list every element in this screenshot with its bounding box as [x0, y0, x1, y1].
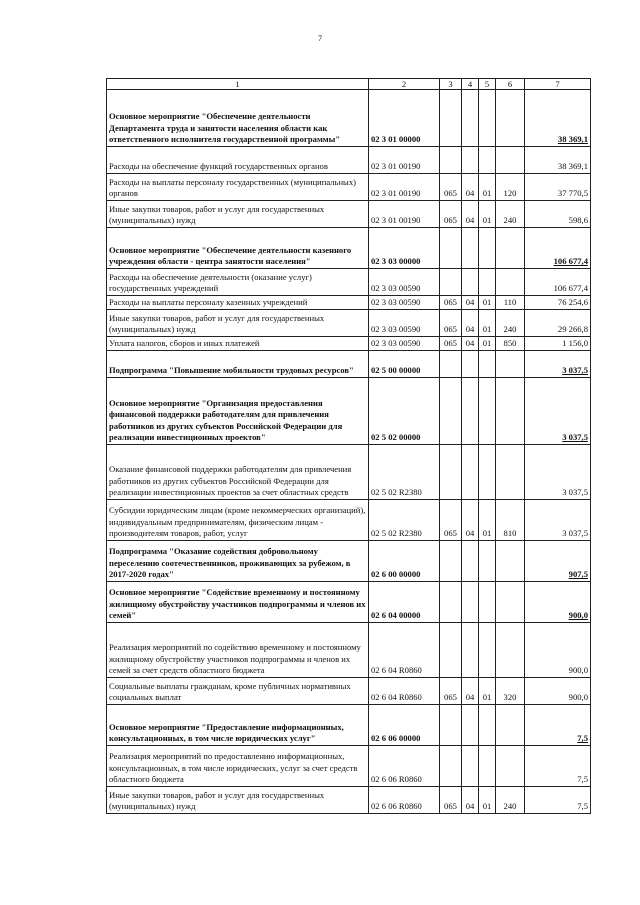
- row-col3: [440, 445, 462, 500]
- table-row: [107, 746, 591, 787]
- row-col5: [479, 90, 496, 147]
- row-amount: 106 677,4: [525, 269, 591, 296]
- row-amount: 76 254,6: [525, 296, 591, 310]
- row-name: Иные закупки товаров, работ и услуг для государственных (муниципальных) нужд: [107, 201, 369, 228]
- row-col3: 065: [440, 296, 462, 310]
- row-col6: [496, 351, 525, 378]
- row-name: Реализация мероприятий по предоставлению информационных, консультационных, в том числе юридических, услуг за счет средств областного бюджета: [107, 746, 369, 787]
- row-col4: 04: [462, 201, 479, 228]
- table-row: [107, 378, 591, 445]
- row-code: 02 6 04 R0860: [369, 623, 440, 678]
- row-col5: 01: [479, 678, 496, 705]
- row-name: Расходы на обеспечение деятельности (оказание услуг) государственных учреждений: [107, 269, 369, 296]
- row-code: 02 6 06 00000: [369, 705, 440, 746]
- row-code: 02 3 03 00590: [369, 269, 440, 296]
- row-amount: 37 770,5: [525, 174, 591, 201]
- table-row: [107, 500, 591, 541]
- row-col5: [479, 623, 496, 678]
- header-cell-7: 7: [525, 79, 591, 90]
- table-row: [107, 582, 591, 623]
- row-col4: [462, 269, 479, 296]
- row-amount: 598,6: [525, 201, 591, 228]
- row-col3: 065: [440, 787, 462, 814]
- row-amount: 38 369,1: [525, 147, 591, 174]
- row-col5: 01: [479, 337, 496, 351]
- row-col5: [479, 378, 496, 445]
- row-col4: 04: [462, 296, 479, 310]
- row-code: 02 3 01 00190: [369, 174, 440, 201]
- row-col3: 065: [440, 310, 462, 337]
- row-col6: 120: [496, 174, 525, 201]
- row-code: 02 3 03 00000: [369, 228, 440, 269]
- row-amount: 38 369,1: [525, 90, 591, 147]
- row-col3: 065: [440, 337, 462, 351]
- header-cell-2: 2: [369, 79, 440, 90]
- row-code: 02 3 01 00190: [369, 201, 440, 228]
- header-cell-3: 3: [440, 79, 462, 90]
- header-cell-6: 6: [496, 79, 525, 90]
- row-amount: 7,5: [525, 787, 591, 814]
- row-col4: [462, 147, 479, 174]
- row-col6: 810: [496, 500, 525, 541]
- row-code: 02 6 06 R0860: [369, 746, 440, 787]
- row-col4: [462, 541, 479, 582]
- row-col4: 04: [462, 678, 479, 705]
- row-code: 02 3 03 00590: [369, 296, 440, 310]
- table-row: [107, 678, 591, 705]
- row-col6: [496, 445, 525, 500]
- row-col6: [496, 90, 525, 147]
- row-col5: [479, 582, 496, 623]
- row-col6: 110: [496, 296, 525, 310]
- row-col6: [496, 541, 525, 582]
- row-code: 02 5 02 R2380: [369, 445, 440, 500]
- row-col5: [479, 351, 496, 378]
- row-amount: 3 037,5: [525, 500, 591, 541]
- row-col4: [462, 705, 479, 746]
- scan-dot: ·: [104, 787, 107, 796]
- table-body: [107, 79, 591, 814]
- header-cell-1: 1: [107, 79, 369, 90]
- row-name: Подпрограмма "Оказание содействия добровольному переселению соотечественников, проживающих за рубежом, в 2017-2020 годах": [107, 541, 369, 582]
- row-code: 02 6 04 R0860: [369, 678, 440, 705]
- table-row: [107, 337, 591, 351]
- table-row: [107, 90, 591, 147]
- row-name: Расходы на выплаты персоналу казенных учреждений: [107, 296, 369, 310]
- row-amount: 29 266,8: [525, 310, 591, 337]
- row-amount: 900,0: [525, 678, 591, 705]
- table-row: [107, 296, 591, 310]
- page-number: 7: [318, 34, 322, 43]
- table-row: [107, 445, 591, 500]
- row-col6: [496, 378, 525, 445]
- row-name: Иные закупки товаров, работ и услуг для государственных (муниципальных) нужд: [107, 787, 369, 814]
- row-col4: 04: [462, 787, 479, 814]
- row-name: Иные закупки товаров, работ и услуг для государственных (муниципальных) нужд: [107, 310, 369, 337]
- row-col6: 320: [496, 678, 525, 705]
- table-row: [107, 174, 591, 201]
- row-code: 02 3 03 00590: [369, 337, 440, 351]
- row-amount: 3 037,5: [525, 351, 591, 378]
- table-row: [107, 310, 591, 337]
- row-col5: [479, 269, 496, 296]
- row-name: Оказание финансовой поддержки работодателям для привлечения работников из других субъектов Российской Федерации для реализации инвестиционных проектов за счет областных средств: [107, 445, 369, 500]
- row-col4: 04: [462, 500, 479, 541]
- table-row: [107, 147, 591, 174]
- row-col4: [462, 582, 479, 623]
- row-col5: 01: [479, 174, 496, 201]
- row-code: 02 3 03 00590: [369, 310, 440, 337]
- row-col4: [462, 746, 479, 787]
- row-name: Субсидии юридическим лицам (кроме некоммерческих организаций), индивидуальным предпринимателям, физическим лицам - производителям товаров, работ, услуг: [107, 500, 369, 541]
- row-amount: 907,5: [525, 541, 591, 582]
- row-col3: 065: [440, 500, 462, 541]
- row-col3: [440, 541, 462, 582]
- row-col5: 01: [479, 500, 496, 541]
- row-amount: 1 156,0: [525, 337, 591, 351]
- row-col3: 065: [440, 678, 462, 705]
- header-row: [107, 79, 591, 90]
- row-code: 02 5 02 00000: [369, 378, 440, 445]
- row-col4: [462, 445, 479, 500]
- row-col5: [479, 228, 496, 269]
- row-amount: 7,5: [525, 746, 591, 787]
- row-col5: 01: [479, 296, 496, 310]
- row-col6: [496, 269, 525, 296]
- table-row: [107, 623, 591, 678]
- row-col6: 240: [496, 787, 525, 814]
- row-code: 02 6 06 R0860: [369, 787, 440, 814]
- row-col6: [496, 705, 525, 746]
- row-col5: [479, 147, 496, 174]
- row-code: 02 6 04 00000: [369, 582, 440, 623]
- row-name: Реализация мероприятий по содействию временному и постоянному жилищному обустройству участников подпрограммы и членов их семей за счет средств областного бюджета: [107, 623, 369, 678]
- row-col6: 240: [496, 310, 525, 337]
- row-code: 02 3 01 00000: [369, 90, 440, 147]
- row-name: Основное мероприятие "Содействие временному и постоянному жилищному обустройству участников подпрограммы и членов их семей": [107, 582, 369, 623]
- row-col3: [440, 269, 462, 296]
- row-col4: [462, 351, 479, 378]
- row-name: Социальные выплаты гражданам, кроме публичных нормативных социальных выплат: [107, 678, 369, 705]
- row-amount: 3 037,5: [525, 445, 591, 500]
- header-cell-4: 4: [462, 79, 479, 90]
- row-col5: 01: [479, 787, 496, 814]
- row-code: 02 5 02 R2380: [369, 500, 440, 541]
- row-col4: [462, 378, 479, 445]
- row-col5: 01: [479, 310, 496, 337]
- row-col5: [479, 541, 496, 582]
- row-col4: 04: [462, 310, 479, 337]
- row-col3: [440, 147, 462, 174]
- table-row: [107, 705, 591, 746]
- row-col3: [440, 378, 462, 445]
- row-col4: 04: [462, 337, 479, 351]
- row-name: Основное мероприятие "Организация предоставления финансовой поддержки работодателям для привлечения работников из других субъектов Российской Федерации для реализации инвестиционных проектов": [107, 378, 369, 445]
- row-col4: [462, 90, 479, 147]
- table-row: [107, 201, 591, 228]
- row-col3: [440, 351, 462, 378]
- row-amount: 106 677,4: [525, 228, 591, 269]
- row-col6: 850: [496, 337, 525, 351]
- row-name: Основное мероприятие "Предоставление информационных, консультационных, в том числе юридических услуг": [107, 705, 369, 746]
- row-code: 02 5 00 00000: [369, 351, 440, 378]
- row-col3: 065: [440, 201, 462, 228]
- row-col6: [496, 228, 525, 269]
- row-amount: 900,0: [525, 582, 591, 623]
- row-col5: [479, 705, 496, 746]
- row-col4: [462, 623, 479, 678]
- row-col6: [496, 623, 525, 678]
- row-amount: 3 037,5: [525, 378, 591, 445]
- row-col3: [440, 705, 462, 746]
- table-row: [107, 351, 591, 378]
- row-code: 02 3 01 00190: [369, 147, 440, 174]
- row-col6: 240: [496, 201, 525, 228]
- row-col6: [496, 582, 525, 623]
- row-col6: [496, 147, 525, 174]
- row-amount: 900,0: [525, 623, 591, 678]
- row-code: 02 6 00 00000: [369, 541, 440, 582]
- row-col5: 01: [479, 201, 496, 228]
- row-col5: [479, 746, 496, 787]
- row-col5: [479, 445, 496, 500]
- row-col3: [440, 746, 462, 787]
- row-amount: 7,5: [525, 705, 591, 746]
- header-cell-5: 5: [479, 79, 496, 90]
- row-col3: [440, 582, 462, 623]
- row-col3: 065: [440, 174, 462, 201]
- row-col4: 04: [462, 174, 479, 201]
- budget-table: [106, 78, 591, 814]
- row-name: Подпрограмма "Повышение мобильности трудовых ресурсов": [107, 351, 369, 378]
- row-name: Основное мероприятие "Обеспечение деятельности Департамента труда и занятости населения области как ответственного исполнителя государственной программы": [107, 90, 369, 147]
- row-col6: [496, 746, 525, 787]
- row-name: Расходы на обеспечение функций государственных органов: [107, 147, 369, 174]
- table-row: [107, 541, 591, 582]
- row-col3: [440, 623, 462, 678]
- row-col3: [440, 90, 462, 147]
- row-col4: [462, 228, 479, 269]
- table-row: [107, 269, 591, 296]
- row-name: Уплата налогов, сборов и иных платежей: [107, 337, 369, 351]
- table-row: [107, 787, 591, 814]
- row-name: Основное мероприятие "Обеспечение деятельности казенного учреждения области - центра занятости населения": [107, 228, 369, 269]
- row-name: Расходы на выплаты персоналу государственных (муниципальных) органов: [107, 174, 369, 201]
- table-row: [107, 228, 591, 269]
- row-col3: [440, 228, 462, 269]
